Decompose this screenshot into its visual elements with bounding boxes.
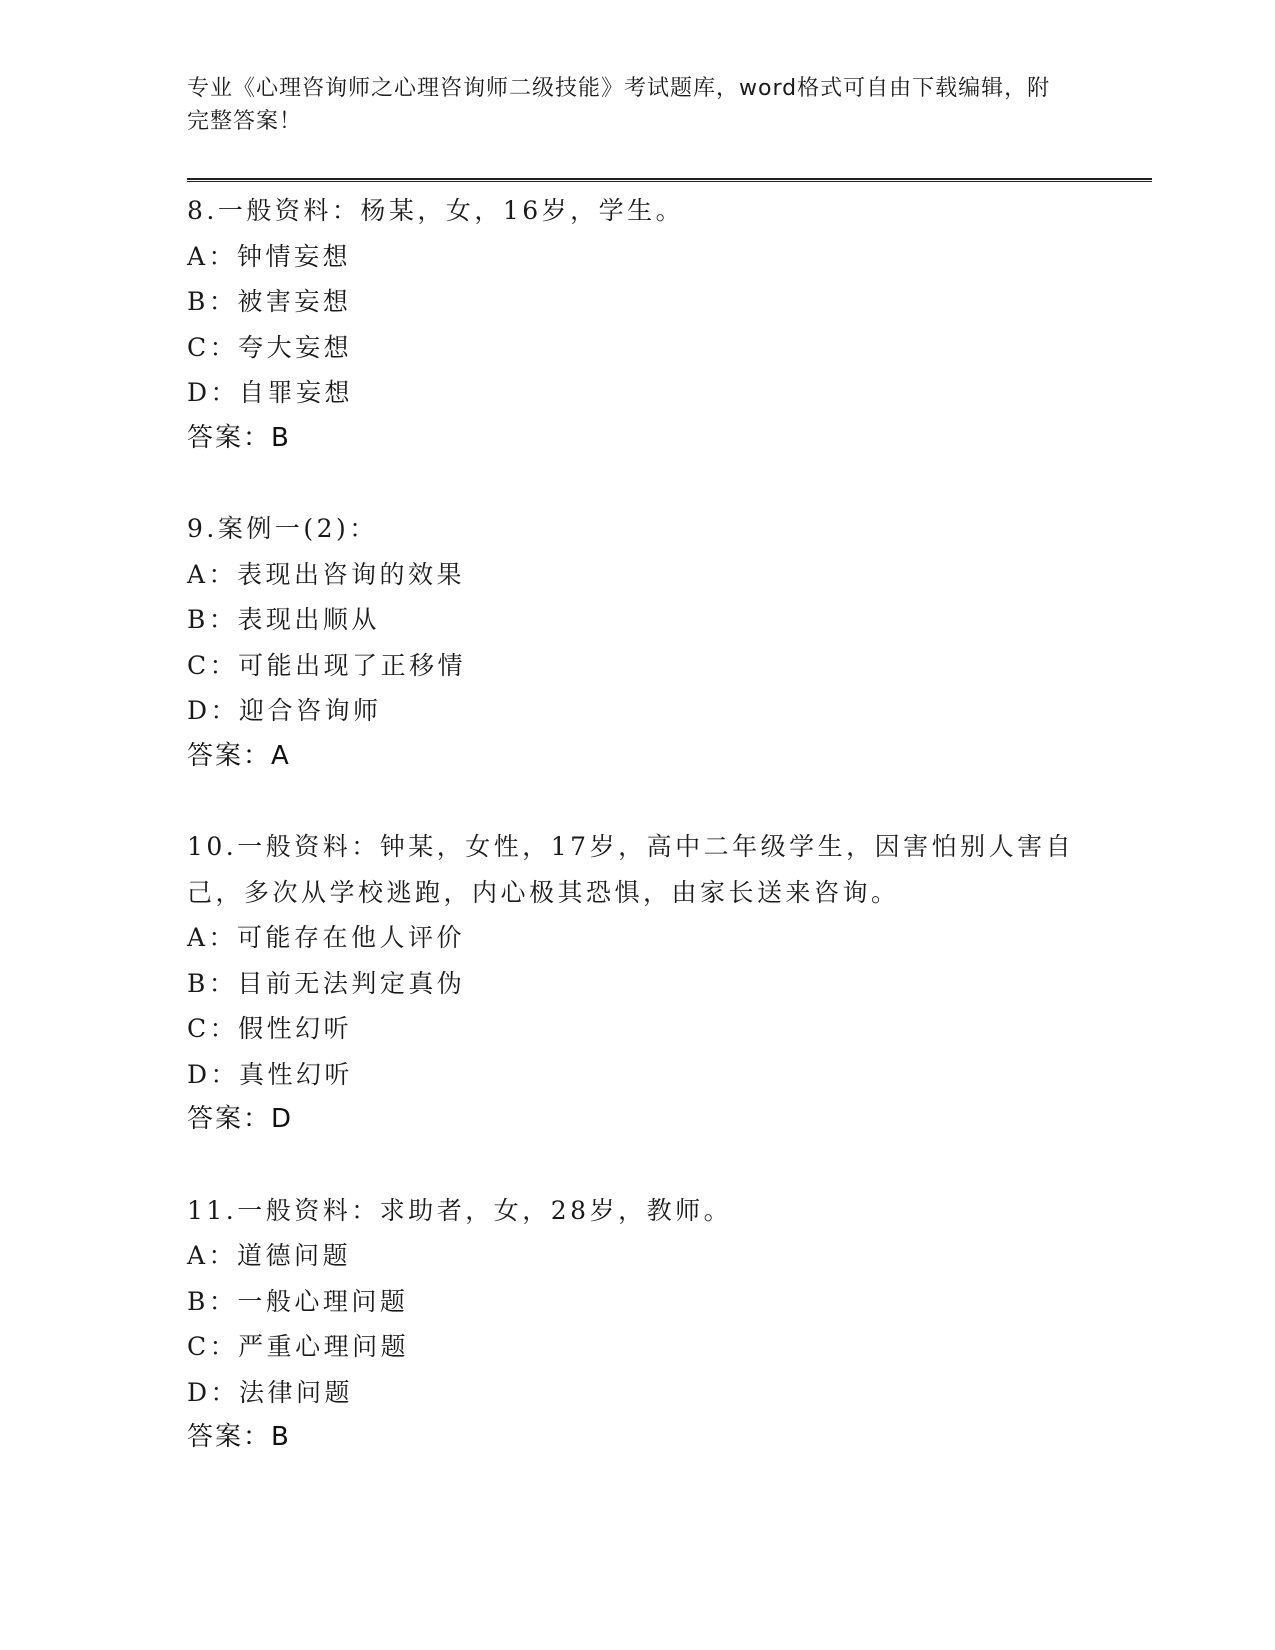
- option-a: A：可能存在他人评价: [187, 923, 466, 952]
- option-c: C：假性幻听: [187, 1014, 353, 1043]
- answer-label: 答案：A: [187, 740, 291, 771]
- option-b: B：目前无法判定真伪: [187, 968, 466, 998]
- answer-label: 答案：B: [187, 1422, 291, 1452]
- question-item: [187, 506, 1107, 779]
- option-c: C：可能出现了正移情: [187, 650, 467, 680]
- question-stem: 9.案例一(2)：: [187, 514, 378, 543]
- question-item: [187, 824, 1107, 1143]
- option-b: B：表现出顺从: [187, 605, 380, 634]
- option-a: A：钟情妄想: [187, 241, 352, 271]
- header-divider: [187, 178, 1152, 182]
- option-d: D：法律问题: [187, 1377, 354, 1407]
- question-item: [187, 188, 1107, 461]
- question-stem: 11.一般资料：求助者，女，28岁，教师。: [187, 1195, 733, 1225]
- option-d: D：真性幻听: [187, 1059, 354, 1089]
- option-c: C：严重心理问题: [187, 1332, 410, 1361]
- option-a: A：道德问题: [187, 1241, 352, 1270]
- answer-label: 答案：B: [187, 422, 291, 453]
- question-item: [187, 1188, 1107, 1461]
- option-d: D：自罪妄想: [187, 378, 354, 407]
- question-stem: 8.一般资料：杨某，女，16岁，学生。: [187, 196, 685, 225]
- question-list: [187, 188, 1107, 1506]
- option-d: D：迎合咨询师: [187, 696, 382, 725]
- question-stem: 10.一般资料：钟某，女性，17岁，高中二年级学生，因害怕别人害自己，多次从学校逃跑，内心极其恐惧，由家长送来咨询。: [187, 832, 1075, 907]
- option-b: B：被害妄想: [187, 287, 352, 316]
- option-b: B：一般心理问题: [187, 1286, 409, 1316]
- answer-label: 答案：D: [187, 1104, 294, 1134]
- page-header: 专业《心理咨询师之心理咨询师二级技能》考试题库，word格式可自由下载编辑，附完整答案！: [187, 76, 1051, 134]
- option-c: C：夸大妄想: [187, 332, 353, 362]
- option-a: A：表现出咨询的效果: [187, 559, 466, 589]
